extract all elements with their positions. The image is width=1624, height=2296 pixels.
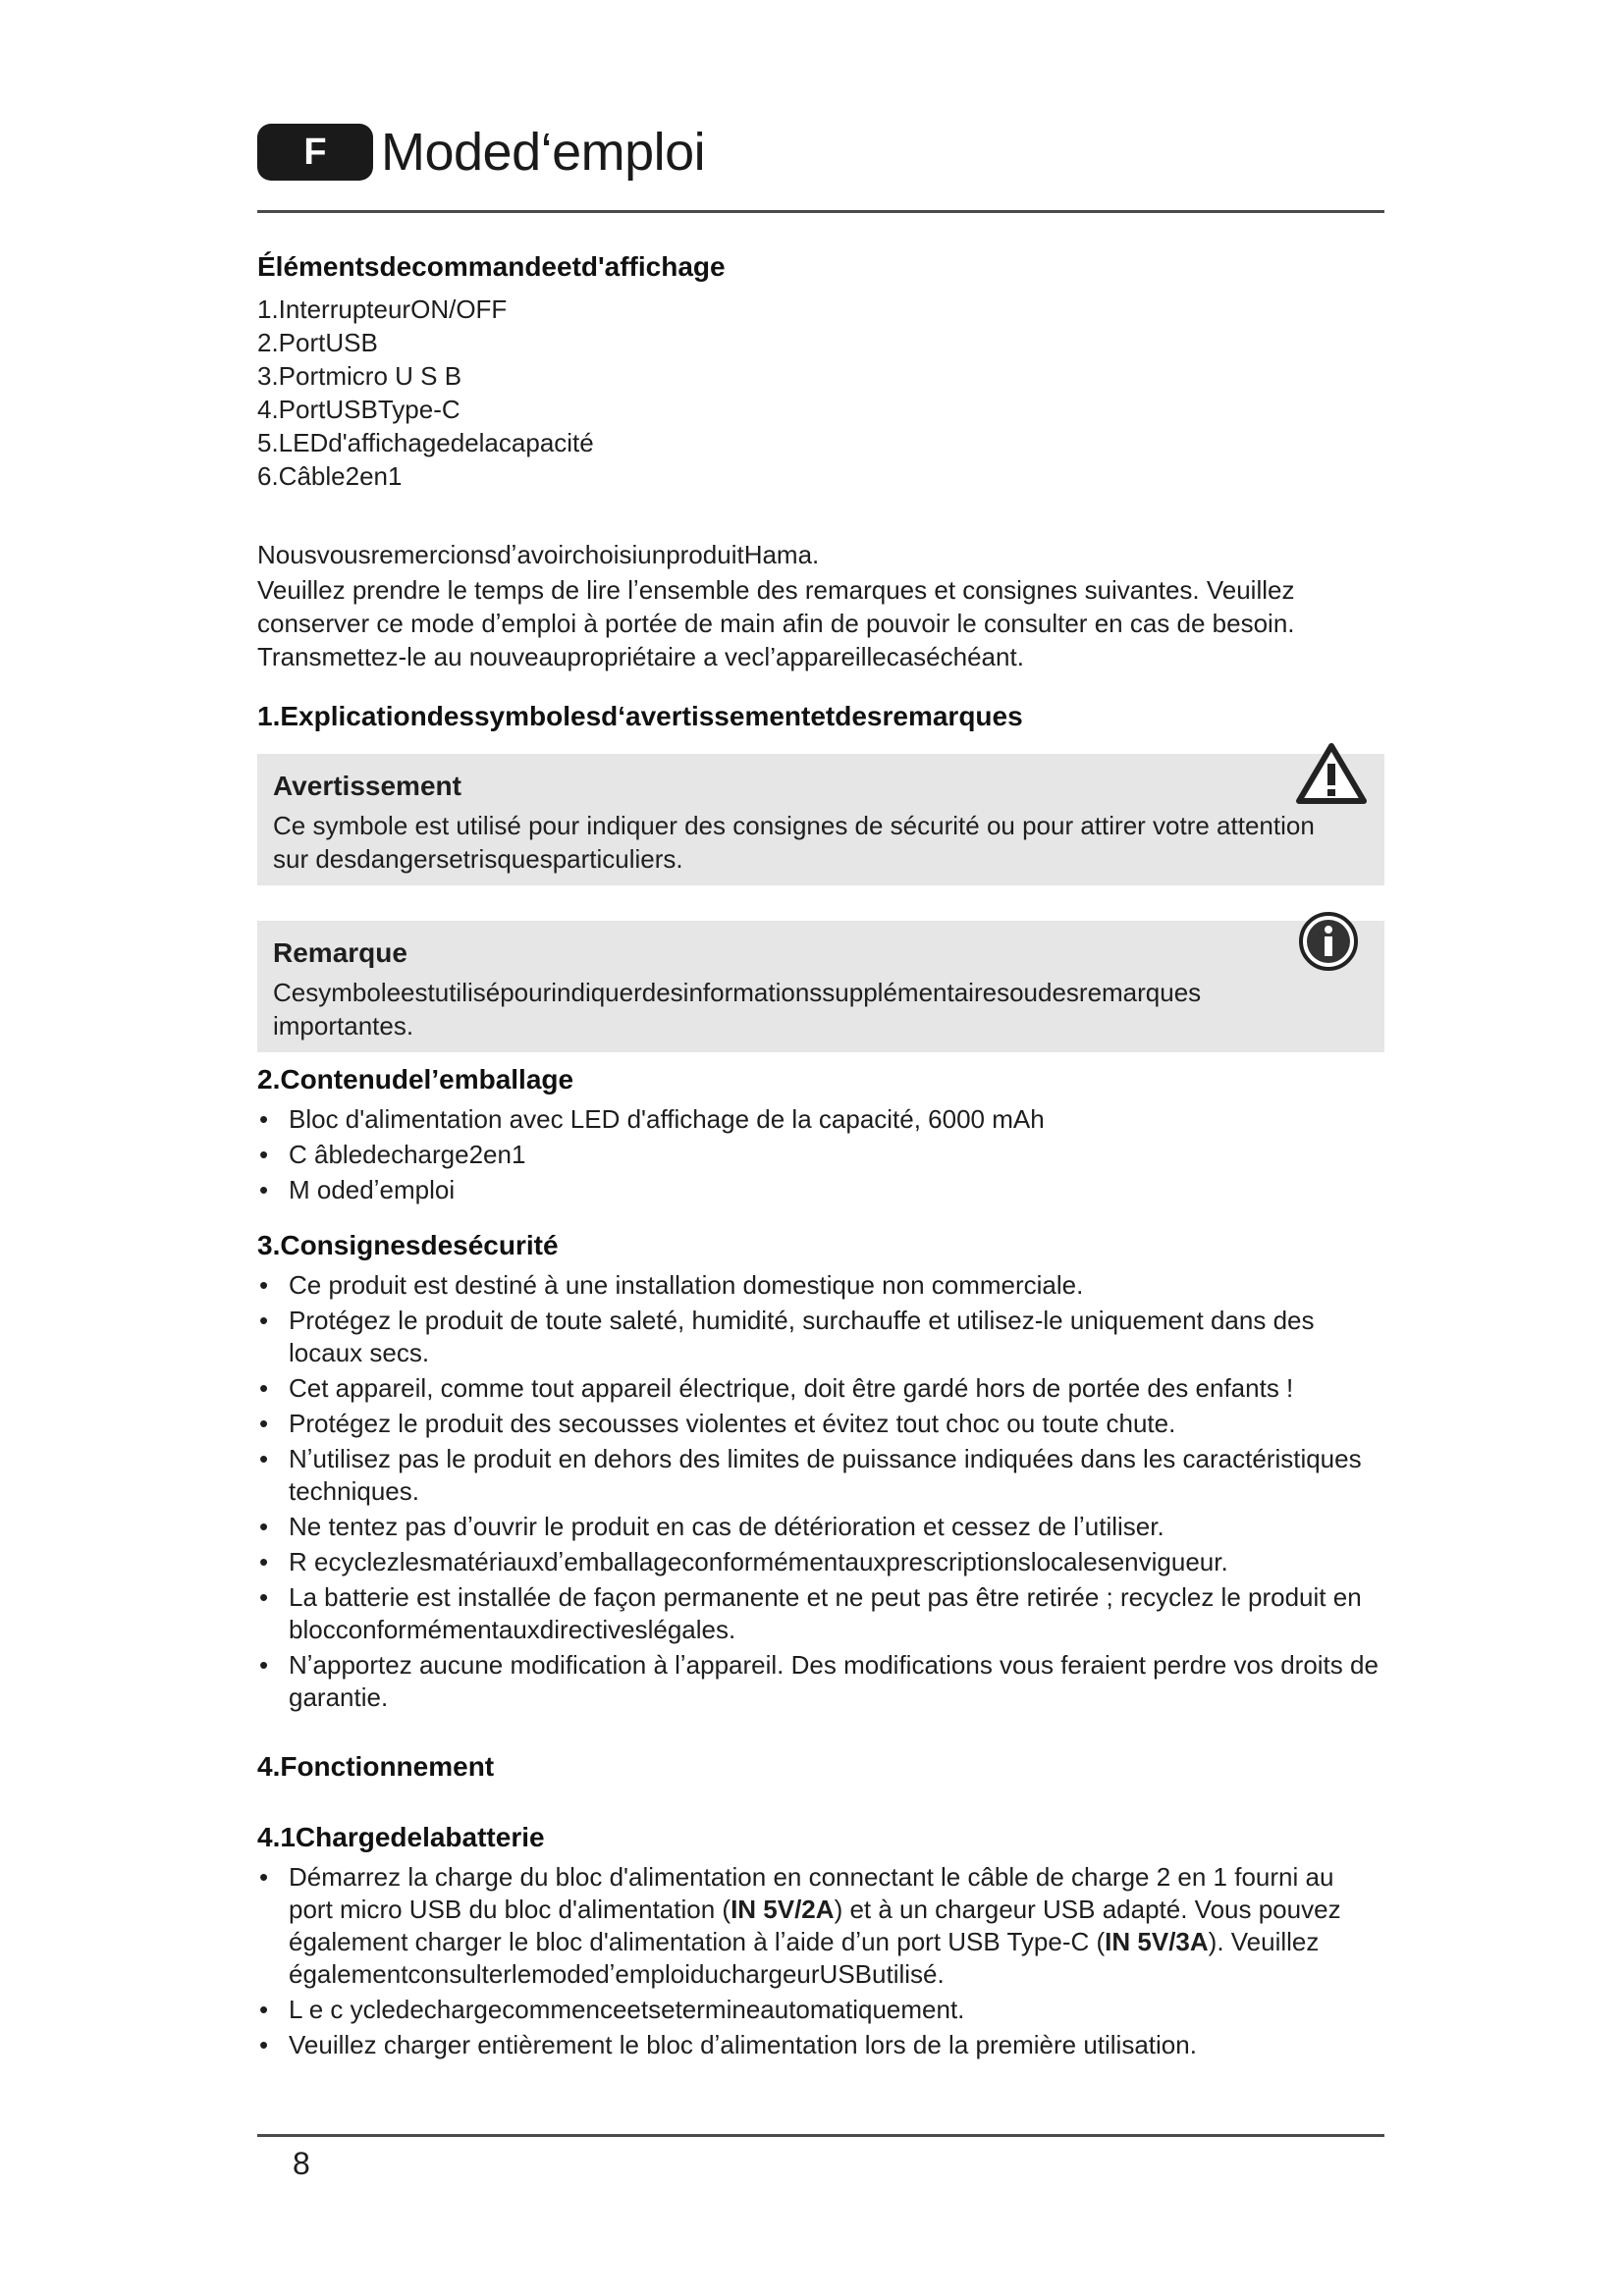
note-title: Remarque [273, 937, 407, 968]
list-item: • L e c ycledechargecommenceetsetermineautomatiquement. [257, 1994, 1384, 2026]
list-item-charge-instructions [257, 1861, 1384, 1991]
note-box [257, 921, 1384, 1052]
control-item: 2.PortUSB [257, 328, 378, 357]
list-item: • Veuillez charger entièrement le bloc dʼalimentation lors de la première utilisation. [257, 2029, 1384, 2061]
list-item: • Protégez le produit des secousses violentes et évitez tout choc ou toute chute. [257, 1408, 1384, 1440]
input-spec-type-c: IN 5V/3A [1105, 1927, 1209, 1956]
info-icon [1298, 911, 1359, 977]
warning-triangle-icon [1296, 742, 1367, 810]
section4-heading: 4.Fonctionnement [257, 1751, 495, 1782]
safety-list [257, 1269, 1384, 1714]
list-item: • M odedʼemploi [257, 1174, 1384, 1206]
section4-1-heading: 4.1Chargedelabatterie [257, 1822, 545, 1852]
control-item: 4.PortUSBType-C [257, 395, 460, 424]
page-content [257, 249, 1384, 2064]
package-contents-list [257, 1103, 1384, 1206]
list-item: • Cet appareil, comme tout appareil électrique, doit être gardé hors de portée des enfants ! [257, 1372, 1384, 1405]
list-item: • Nʼutilisez pas le produit en dehors des limites de puissance indiquées dans les caractéristiques techniques. [257, 1443, 1384, 1508]
section3-heading: 3.Consignesdesécurité [257, 1230, 559, 1260]
charge-text-part1: Démarrez la charge du bloc d'alimentation en connectant le câble de charge 2 en 1 fourni au port micro USB du bloc d'alimentation ( [289, 1862, 1334, 1924]
control-item: 5.LEDd'affichagedelacapacité [257, 428, 594, 457]
charge-text-part3: ). Veuillez égalementconsulterlemodedʼemploiduchargeurUSButilisé. [289, 1927, 1320, 1989]
page-title: Moded‘emploi [381, 123, 706, 182]
list-item: • C âbledecharge2en1 [257, 1139, 1384, 1171]
control-item: 3.Portmicro U S B [257, 361, 462, 391]
controls-list [257, 293, 1384, 493]
controls-heading: Élémentsdecommandeetd'affichage [257, 251, 726, 282]
section2-heading: 2.Contenudel’emballage [257, 1064, 574, 1095]
warning-box [257, 754, 1384, 885]
page-number: 8 [293, 2146, 310, 2181]
page-header [257, 116, 1384, 213]
charge-text-part2: ) et à un chargeur USB adapté. Vous pouvez également charger le bloc d'alimentation à lʼaide dʼun port USB Type-C ( [289, 1895, 1341, 1956]
list-item: • Protégez le produit de toute saleté, humidité, surchauffe et utilisez-le uniquement dans des locaux secs. [257, 1305, 1384, 1369]
control-item: 6.Câble2en1 [257, 461, 403, 491]
section1-heading: 1.Explicationdessymbolesd‘avertissementetdesremarques [257, 701, 1023, 731]
control-item: 1.InterrupteurON/OFF [257, 294, 508, 324]
list-item: • Bloc d'alimentation avec LED d'affichage de la capacité, 6000 mAh [257, 1103, 1384, 1136]
list-item: • Nʼapportez aucune modification à lʼappareil. Des modifications vous feraient perdre vos droits de garantie. [257, 1649, 1384, 1714]
warning-title: Avertissement [273, 771, 461, 801]
warning-text: Ce symbole est utilisé pour indiquer des consignes de sécurité ou pour attirer votre attention sur desdangersetrisquesparticuliers. [273, 811, 1315, 874]
note-text: Cesymboleestutilisépourindiquerdesinformationssupplémentairesoudesremarques importantes. [273, 978, 1202, 1041]
footer-divider [257, 2134, 1384, 2137]
list-item: • La batterie est installée de façon permanente et ne peut pas être retirée ; recyclez le produit en blocconformémentauxdirectiveslégales. [257, 1581, 1384, 1646]
intro-text: Veuillez prendre le temps de lire lʼensemble des remarques et consignes suivantes. Veuillez conserver ce mode dʼemploi à portée de main afin de pouvoir le consulter en cas de besoin. Transmettez-le au nouveaupropriétaire a vecl’appareillecaséchéant. [257, 575, 1295, 671]
language-badge: F [257, 124, 373, 181]
intro-thanks: NousvousremercionsdʼavoirchoisiunproduitHama. [257, 540, 820, 569]
list-item: • R ecyclezlesmatériauxdʼemballageconformémentauxprescriptionslocalesenvigueur. [257, 1546, 1384, 1578]
list-item: • Ce produit est destiné à une installation domestique non commerciale. [257, 1269, 1384, 1302]
input-spec-micro-usb: IN 5V/2A [731, 1895, 835, 1924]
charging-list [257, 1861, 1384, 2061]
list-item: • Ne tentez pas dʼouvrir le produit en cas de détérioration et cessez de lʼutiliser. [257, 1511, 1384, 1543]
